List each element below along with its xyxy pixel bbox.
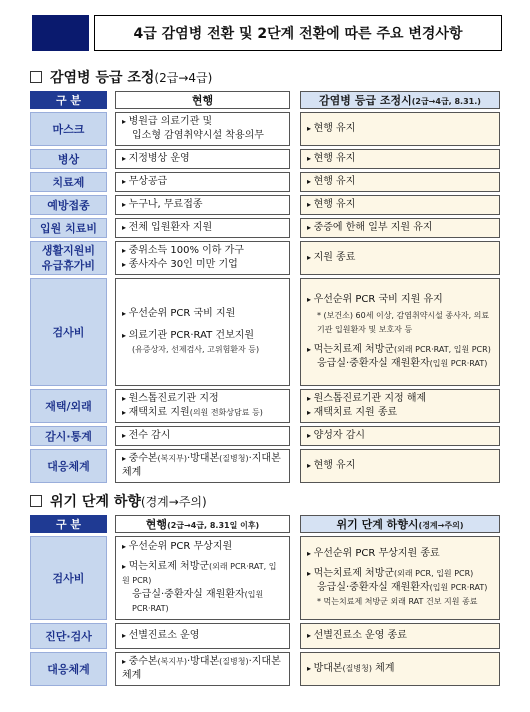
row-current-small: (복지부) <box>157 657 187 666</box>
row-current-text: ▸ 우선순위 PCR 무상지원 <box>122 540 283 554</box>
table-row <box>30 652 500 686</box>
row-change-text: ▸ 현행 유지 <box>307 199 355 210</box>
row-current-text: ▸ 병원급 의료기관 및 <box>122 115 283 129</box>
row-current-text: ▸ 선별진료소 운영 <box>122 630 199 641</box>
row-current <box>115 426 290 446</box>
row-current-small: (질병청) <box>219 454 249 463</box>
row-change-small: (외래 PCR·RAT, 입원 PCR) <box>394 345 491 354</box>
header-col2 <box>115 515 290 533</box>
row-current-text: ▸ 누구나, 무료접종 <box>122 199 203 210</box>
section2-table <box>30 512 500 689</box>
row-current-text: ▸ 전수 감시 <box>122 430 170 441</box>
row-current-text: 중수본 <box>128 453 158 464</box>
page-title: 4급 감염병 전환 및 2단계 전환에 따른 주요 변경사항 <box>94 15 502 51</box>
row-current <box>115 652 290 686</box>
row-label: 입원 치료비 <box>30 218 107 238</box>
row-current-text: ▸ 원스톱진료기관 지정 <box>122 392 283 406</box>
table-header-row <box>30 91 500 109</box>
row-change <box>300 426 500 446</box>
header-accent-block <box>32 15 89 51</box>
row-change-small: (외래 PCR, 입원 PCR) <box>394 569 474 578</box>
row-current-small: (외래 PCR·RAT, 입원 PCR) <box>122 562 277 585</box>
header-col3-small: (경계→주의) <box>418 521 464 530</box>
header <box>32 15 502 51</box>
row-current <box>115 623 290 649</box>
row-current <box>115 241 290 275</box>
row-change-small: (입원 PCR·RAT) <box>429 583 488 592</box>
row-label: 감시·통계 <box>30 426 107 446</box>
table-row <box>30 536 500 620</box>
row-current-text: ·방대본 <box>186 453 220 464</box>
row-change-text: ▸ 우선순위 PCR 무상지원 종료 <box>307 547 493 561</box>
row-current-note: (유증상자, 선제검사, 고위험환자 등) <box>132 345 260 354</box>
header-col3-text: 위기 단계 하향시 <box>336 518 419 531</box>
row-current <box>115 195 290 215</box>
row-change-small: (질병청) <box>342 664 372 673</box>
header-col2: 현행 <box>115 91 290 109</box>
row-current-text: ▸ 무상공급 <box>122 176 167 187</box>
header-col3-small: (2급→4급, 8.31.) <box>411 97 481 106</box>
row-label: 마스크 <box>30 112 107 146</box>
table-row <box>30 389 500 423</box>
row-change-text: ▸ 지원 종료 <box>307 252 355 263</box>
row-change-text: ▸ 재택치료 지원 종료 <box>307 406 493 420</box>
row-change-text: ▸ 현행 유지 <box>307 153 355 164</box>
section1-title <box>30 67 212 87</box>
header-col1: 구 분 <box>30 515 107 533</box>
row-change <box>300 195 500 215</box>
row-change-text: ▸ 중증에 한해 일부 지원 유지 <box>307 222 433 233</box>
row-current-small: (질병청) <box>219 657 249 666</box>
row-label-line: 유급휴가비 <box>41 259 96 272</box>
row-change-text: ▸ 양성자 감시 <box>307 430 365 441</box>
row-current <box>115 389 290 423</box>
row-current-text: ·지대본 체계 <box>122 656 281 681</box>
table-row <box>30 623 500 649</box>
row-change-text: ▸ 현행 유지 <box>307 123 355 134</box>
row-change-text: 응급실·중환자실 재원환자 <box>317 358 430 369</box>
row-current-text: ·지대본 체계 <box>122 453 281 478</box>
row-change <box>300 149 500 169</box>
table-row <box>30 195 500 215</box>
checkbox-square-icon <box>30 71 42 83</box>
row-current <box>115 278 290 386</box>
row-current-text: 중수본 <box>128 656 158 667</box>
row-label: 예방접종 <box>30 195 107 215</box>
section1-table <box>30 88 500 486</box>
header-col1: 구 분 <box>30 91 107 109</box>
header-col3 <box>300 515 500 533</box>
row-current-text: ▸ 우선순위 PCR 국비 지원 <box>122 307 283 321</box>
row-current <box>115 218 290 238</box>
section2-title <box>30 491 207 511</box>
row-change-note: * (보건소) 60세 이상, 감염취약시설 종사자, 의료기관 입원환자 및 보호자 등 <box>317 311 490 334</box>
row-change-text: 응급실·중환자실 재원환자 <box>317 582 430 593</box>
row-change-text: 방대본 <box>313 663 343 674</box>
row-current-text: 입소형 감염취약시설 착용의무 <box>132 130 264 141</box>
row-change-text: ▸ 현행 유지 <box>307 176 355 187</box>
row-change-text: 먹는치료제 처방군 <box>313 568 395 579</box>
row-change <box>300 172 500 192</box>
row-change-text: ▸ 선별진료소 운영 종료 <box>307 630 407 641</box>
row-change <box>300 449 500 483</box>
row-label: 대응체계 <box>30 652 107 686</box>
row-change <box>300 623 500 649</box>
header-col3-text: 감염병 등급 조정시 <box>319 94 412 107</box>
row-change <box>300 241 500 275</box>
row-current-text: 응급실·중환자실 재원환자 <box>132 589 245 600</box>
row-change-text: 먹는치료제 처방군 <box>313 344 395 355</box>
row-current-text: ·방대본 <box>186 656 220 667</box>
header-col2-small: (2급→4급, 8.31일 이후) <box>167 521 260 530</box>
row-change <box>300 112 500 146</box>
table-row <box>30 449 500 483</box>
row-label: 대응체계 <box>30 449 107 483</box>
row-current-small: (복지부) <box>157 454 187 463</box>
row-current-text: 재택치료 지원 <box>128 407 190 418</box>
row-current-text: ▸ 중위소득 100% 이하 가구 <box>122 244 283 258</box>
row-change-text: ▸ 현행 유지 <box>307 460 355 471</box>
row-change-text: ▸ 원스톱진료기관 지정 해제 <box>307 392 493 406</box>
row-label: 진단·검사 <box>30 623 107 649</box>
table-header-row <box>30 515 500 533</box>
table-row <box>30 278 500 386</box>
row-change-note: * 먹는치료제 처방군 외래 RAT 건보 지원 종료 <box>317 597 478 606</box>
section1-title-paren: (2급→4급) <box>154 70 213 85</box>
row-label: 치료제 <box>30 172 107 192</box>
row-label <box>30 241 107 275</box>
row-change <box>300 536 500 620</box>
row-current-text: ▸ 종사자수 30인 미만 기업 <box>122 258 283 272</box>
row-label-line: 생활지원비 <box>41 244 96 257</box>
row-label: 재택/외래 <box>30 389 107 423</box>
table-row <box>30 172 500 192</box>
checkbox-square-icon <box>30 495 42 507</box>
row-change-small: (입원 PCR·RAT) <box>429 359 488 368</box>
table-row <box>30 112 500 146</box>
row-current-text: ▸ 지정병상 운영 <box>122 153 190 164</box>
section2-title-paren: (경계→주의) <box>140 494 207 509</box>
table-row <box>30 426 500 446</box>
section2-title-text: 위기 단계 하향 <box>50 494 141 510</box>
row-change <box>300 278 500 386</box>
row-change-text: ▸ 우선순위 PCR 국비 지원 유지 <box>307 293 493 307</box>
row-current <box>115 112 290 146</box>
header-col2-text: 현행 <box>145 518 168 531</box>
row-current <box>115 172 290 192</box>
row-current-text: ▸ 의료기관 PCR·RAT 건보지원 <box>122 329 283 343</box>
row-current-small: (입원 PCR·RAT) <box>132 590 264 613</box>
row-label: 병상 <box>30 149 107 169</box>
row-label: 검사비 <box>30 278 107 386</box>
row-current <box>115 149 290 169</box>
row-label: 검사비 <box>30 536 107 620</box>
table-row <box>30 241 500 275</box>
row-change <box>300 218 500 238</box>
table-row <box>30 149 500 169</box>
row-current-text: ▸ 전체 입원환자 지원 <box>122 222 212 233</box>
row-current <box>115 449 290 483</box>
section1-title-text: 감염병 등급 조정 <box>50 70 155 86</box>
table-row <box>30 218 500 238</box>
row-change <box>300 389 500 423</box>
row-current <box>115 536 290 620</box>
header-col3 <box>300 91 500 109</box>
row-current-text: 먹는치료제 처방군 <box>128 561 210 572</box>
row-change-text: 체계 <box>371 663 395 674</box>
row-change <box>300 652 500 686</box>
row-current-small: (의원 전화상담료 등) <box>189 408 263 417</box>
